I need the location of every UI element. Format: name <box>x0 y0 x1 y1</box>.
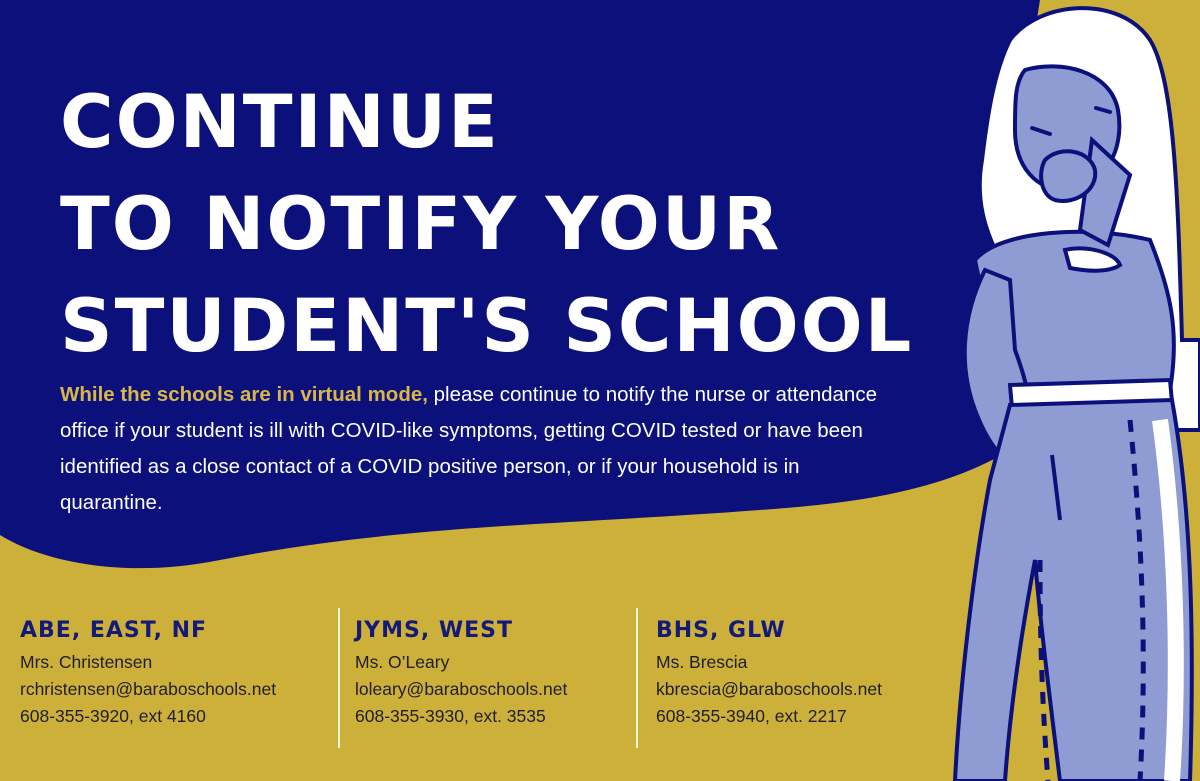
contact-phone: 608-355-3920, ext 4160 <box>20 706 206 726</box>
headline <box>60 72 913 378</box>
contact-group-heading: JYMS, WEST <box>355 618 514 643</box>
contact-email[interactable]: loleary@baraboschools.net <box>355 679 568 699</box>
contact-phone: 608-355-3930, ext. 3535 <box>355 706 546 726</box>
contact-group-heading: ABE, EAST, NF <box>20 618 208 643</box>
contact-phone: 608-355-3940, ext. 2217 <box>656 706 847 726</box>
contact-block-jyms <box>355 618 567 730</box>
contact-email[interactable]: kbrescia@baraboschools.net <box>656 679 882 699</box>
contact-block-bhs <box>656 618 882 730</box>
headline-line-3: STUDENT'S SCHOOL <box>60 284 914 369</box>
contact-group-heading: BHS, GLW <box>656 618 786 643</box>
contact-name: Ms. Brescia <box>656 652 748 672</box>
contact-name: Mrs. Christensen <box>20 652 153 672</box>
headline-line-1: CONTINUE <box>60 80 500 165</box>
contact-divider <box>338 608 340 748</box>
notice-lead: While the schools are in virtual mode, <box>60 383 428 406</box>
contact-name: Ms. O’Leary <box>355 652 450 672</box>
contact-divider <box>636 608 638 748</box>
notice-paragraph <box>60 377 900 521</box>
contact-email[interactable]: rchristensen@baraboschools.net <box>20 679 277 699</box>
notice-body: please continue to notify the nurse or attendance office if your student is ill with COVID-like symptoms, getting COVID tested or have been identified as a close contact of a COVID positive person, or if your household is in quarantine. <box>60 383 877 514</box>
headline-line-2: TO NOTIFY YOUR <box>60 182 782 267</box>
contact-block-abe <box>20 618 276 730</box>
coughing-woman-illustration <box>940 0 1200 781</box>
